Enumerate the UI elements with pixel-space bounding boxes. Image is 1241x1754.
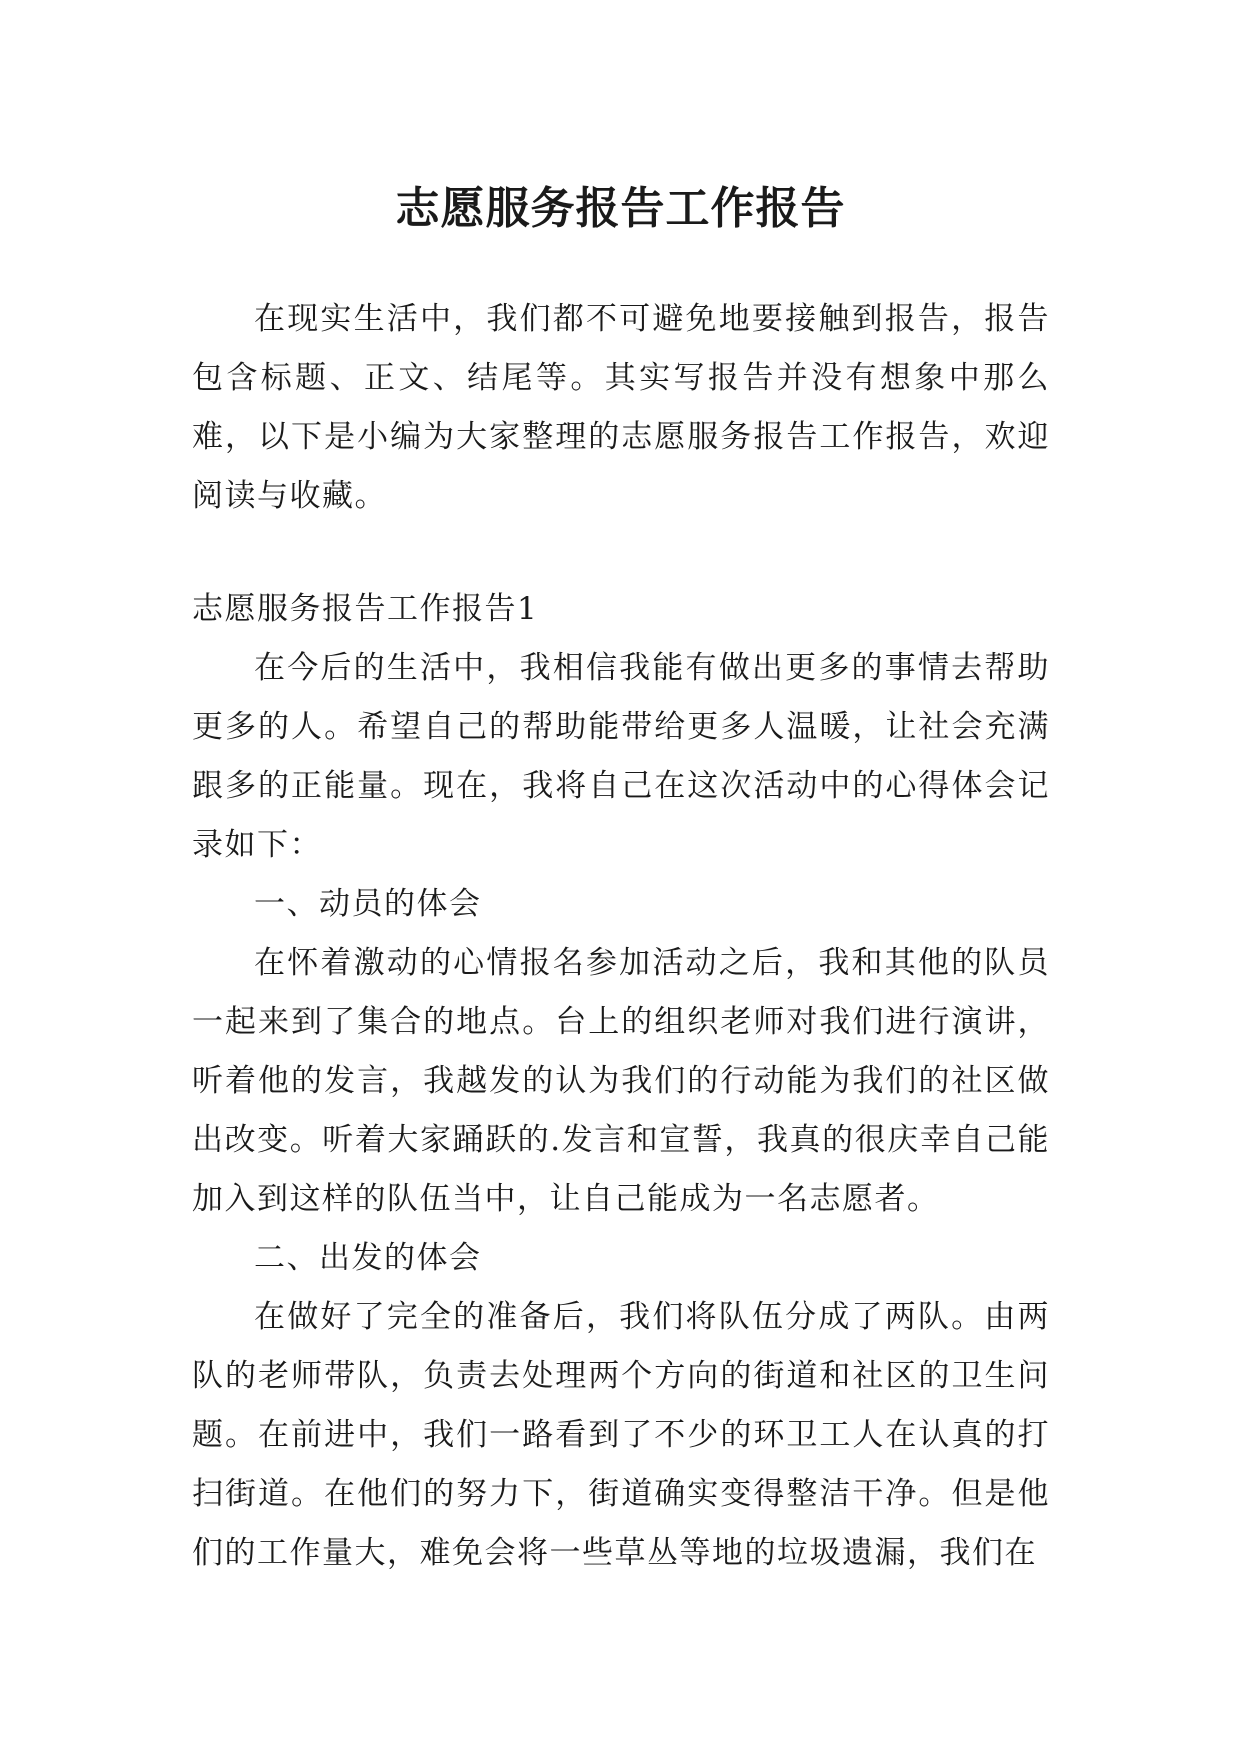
section-paragraph-3: 在做好了完全的准备后，我们将队伍分成了两队。由两队的老师带队，负责去处理两个方向的街道和社区的卫生问题。在前进中，我们一路看到了不少的环卫工人在认真的打扫街道。在他们的努力下，街道确实变得整洁干净。但是他们的工作量大，难免会将一些草丛等地的垃圾遗漏，我们在 (192, 1299, 1050, 1571)
intro-section (192, 290, 1050, 526)
document-title: 志愿服务报告工作报告 (395, 183, 846, 235)
subheading-mobilization: 一、动员的体会 (254, 886, 482, 922)
subheading-departure: 二、出发的体会 (254, 1240, 482, 1276)
section-paragraph-2: 在怀着激动的心情报名参加活动之后，我和其他的队员一起来到了集合的地点。台上的组织老师对我们进行演讲，听着他的发言，我越发的认为我们的行动能为我们的社区做出改变。听着大家踊跃的.发言和宣誓，我真的很庆幸自己能加入到这样的队伍当中，让自己能成为一名志愿者。 (192, 945, 1050, 1217)
intro-paragraph: 在现实生活中，我们都不可避免地要接触到报告，报告包含标题、正文、结尾等。其实写报告并没有想象中那么难，以下是小编为大家整理的志愿服务报告工作报告，欢迎阅读与收藏。 (192, 301, 1050, 514)
section-heading: 志愿服务报告工作报告1 (192, 591, 539, 627)
section-paragraph-1: 在今后的生活中，我相信我能有做出更多的事情去帮助更多的人。希望自己的帮助能带给更多人温暖，让社会充满跟多的正能量。现在，我将自己在这次活动中的心得体会记录如下： (192, 650, 1050, 863)
report-section-1 (192, 580, 1050, 1583)
